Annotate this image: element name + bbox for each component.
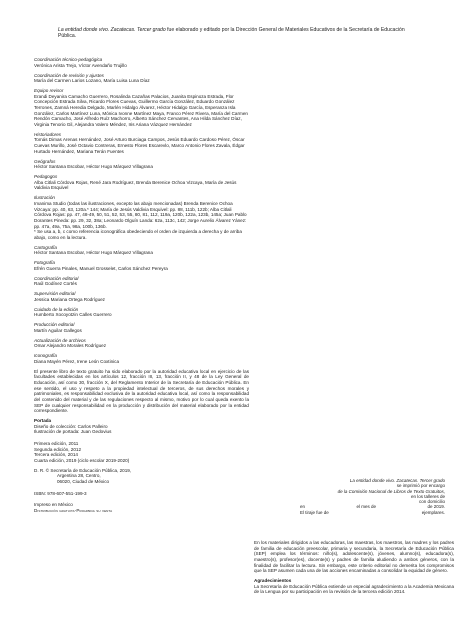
imprint-run-row <box>300 510 445 515</box>
gender-notice: En los materiales dirigidos a las educadoras, las maestras, los maestros, las madres y los padres de familia de educación preescolar, primaria y secundaria, la Secretaría de Educación Pública (SEP) emplea los términos: niño(s), adolescente(s), jóvenes, alumno(s), educadora(s), maestro(s), profesor(es), docente(s) y padres de familia aludiendo a ambos géneros, con la finalidad de facilitar la lectura. Sin embargo, este criterio editorial no demerita los compromisos que la SEP asumen cada una de las acciones encaminadas a consolidar la equidad de género. <box>254 540 454 574</box>
imprint-text: ejemplares. <box>421 509 445 515</box>
acknowledgements-title: Agradecimientos <box>254 577 292 583</box>
credits-list <box>34 57 249 365</box>
right-column <box>254 540 454 595</box>
credit-section-names: Héctor Santana Escobar, Héctor Hugo Márquez Villagrana <box>34 164 153 170</box>
credit-section <box>34 322 249 333</box>
free-distribution: Distribución gratuita-Prohibida su venta <box>34 507 113 513</box>
imprint-text: en <box>300 504 306 510</box>
copyright-block <box>34 468 249 485</box>
credit-section-title: Historiadores <box>34 131 62 137</box>
credit-section-names: Erandi Deyanira Camacho Guerrero, Rosalinda Cazañas Palacios, Juanita Espinoza Estrada, Flor Concepción Estrada Silva, Ricardo Flores Cuevas, Guillermo García González, Eduardo González Terrones, Zamná Heredia Delgado, Marlén Hidalgo Álvarez, Héctor Hidalgo García, Esperanza Isla González, Carlos Martínez Luna, Mónica Ivonne Martínez Maya, Franco Pérez Rivera, María del Carmen Rendón Camacho, José Alfredo Ruíz Machorro, Alberto Sánchez Cervantes, Ana Hilda Sánchez Díaz, Virginia Tenorio Gil, Alejandra Valero Méndez, Iris Ariana Vázquez Hernández <box>34 93 248 127</box>
printed-in-mexico: Impreso en México <box>34 502 73 508</box>
copyright-line: D. R. © Secretaría de Educación Pública, 2019, <box>34 467 132 473</box>
credit-section-title: Iconografía <box>34 353 57 359</box>
credit-section <box>34 159 249 170</box>
credit-section-names: Alba Citlali Córdova Rojas, René Jara Rodríguez, Brenda Berenice Ochoa Vizcaya, María de Jesús Valdivia Esquivel <box>34 179 237 191</box>
acknowledgements-text: La Secretaría de Educación Pública extiende un especial agradecimiento a la Academia Mexicana de la Lengua por su participación en la revisión de la tercera edición 2014. <box>254 583 454 595</box>
printed-in <box>34 502 249 513</box>
credit-section <box>34 338 249 349</box>
intro-paragraph <box>58 27 418 40</box>
credit-section-names: Imanima Studio (todas las ilustraciones, excepto las abajo mencionadas) Brenda Berenice Ochoa Vizcaya: pp. 40, 63, 120a.* 144; María de Jesús Valdivia Esquivel: pp. 88, 111b, 122b; Alba Citlali Córdova Rojas: pp. 47, 48-49, 50, 51, 52, 53, 55, 80, 81, 112, 119a, 120b, 122a, 123b, 145a; Juan Pablo Dorantes Pineda: pp. 29, 32, 38a; Leonardo Olguín Landa: 62a, 113c, 142; Jorge Aurelio Álvarez Yánez: pp. 47a, 49a, 75a, 98a, 100b, 136b. * Se usa a, b, c como referencia iconográfica obedeciendo el orden de izquierda a derecha y de arriba abajo, como en la lectura. <box>34 200 247 240</box>
credit-section-title: Ilustración <box>34 195 55 201</box>
credit-section <box>34 132 249 155</box>
imprint-line: se imprimió por encargo <box>396 483 445 489</box>
credit-section <box>34 260 249 271</box>
credit-section <box>34 195 249 240</box>
left-column <box>34 57 249 513</box>
credit-section-names: Diana Mayén Pérez, Irene León Coxtinica <box>34 358 120 364</box>
credit-section <box>34 73 249 84</box>
credit-section-title: Supervisión editorial <box>34 291 76 297</box>
credit-section-title: Geógrafos <box>34 158 56 164</box>
legal-notice: El presente libro de texto gratuito ha sido elaborado por la autoridad educativa local en ejercicio de las facultades establecidas en los artículos 12, fracción III, 13, fracción II, y 48 de la Ley General de Educación, así como 30, fracción X, del Reglamento Interior de la Secretaría de Educación Pública. En ese sentido, el uso y respeto a la propiedad intelectual de terceros, de sus derechos morales y patrimoniales, es responsabilidad exclusiva de la autoridad educativa local, así como la responsabilidad del contenido del material y de las regulaciones respecto al mismo, motivo por lo cual queda exento la SEP de cualquier responsabilidad en la producción y distribución del material elaborado por la entidad correspondiente. <box>34 368 249 414</box>
credit-section-title: Equipo revisor <box>34 88 64 93</box>
cover-design-line: Diseño de colección: Carlos Palleiro <box>34 423 108 429</box>
credit-section <box>34 245 249 256</box>
cover-title: Portada <box>34 417 52 423</box>
cover-illustration-line: Ilustración de portada: Juan Gedovius <box>34 429 112 435</box>
credit-section-title: Coordinación técnico-pedagógica <box>34 57 103 62</box>
credit-section-title: Cuidado de la edición <box>34 306 79 312</box>
credit-section-title: Actualización de archivos <box>34 337 86 343</box>
imprint-commission: de la Comisión Nacional de Libros de Texto Gratuitos, <box>337 488 445 494</box>
credit-section <box>34 291 249 302</box>
credit-section-names: Jessica Mariana Ortega Rodríguez <box>34 296 105 302</box>
imprint-text: de 2019. <box>427 504 445 510</box>
credit-section-names: Omar Alejandro Morales Rodríguez <box>34 343 107 349</box>
credit-section-names: Raúl Godínez Cortés <box>34 281 77 287</box>
imprint-text: el mes de <box>356 504 376 510</box>
intro-text: fue elaborado y editado por la Dirección General de Materiales Educativos de la Secretaría de Educación Pública. <box>58 27 405 40</box>
credit-section-names: Héctor Santana Escobar, Héctor Hugo Márquez Villagrana <box>34 250 153 256</box>
credit-section <box>34 353 249 364</box>
imprint-text: El tiraje fue de <box>300 509 329 515</box>
credit-section-title: Coordinación editorial <box>34 275 79 281</box>
edition-history: Primera edición, 2011 Segunda edición, 2012 Tercera edición, 2014 Cuarta edición, 2019 (ciclo escolar 2019-2020) <box>34 440 130 463</box>
book-title: La entidad donde vivo. Zacatecas. Tercer grado <box>58 27 166 33</box>
imprint-line: con domicilio <box>418 499 445 505</box>
credit-section-title: Coordinación de revisión y ajustes <box>34 72 104 78</box>
credit-section-title: Producción editorial <box>34 322 75 328</box>
credit-section-title: Pedagogos <box>34 174 58 180</box>
imprint-block <box>300 478 445 515</box>
credit-section-names: Martín Aguilar Gallegos <box>34 327 82 333</box>
credit-section-title: Fotografía <box>34 260 55 266</box>
credit-section <box>34 57 249 68</box>
credit-section-title: Cartografía <box>34 244 57 250</box>
isbn: ISBN: 978-607-551-199-3 <box>34 490 87 496</box>
imprint-line: en los talleres de <box>410 493 445 499</box>
credit-section <box>34 174 249 191</box>
credit-section <box>34 88 249 128</box>
credit-section-names: María del Carmen Larios Lozano, María Luisa Luna Díaz <box>34 78 150 84</box>
credit-section-names: Efrén Guerra Pinales, Manuel Grosselet, Carlos Sánchez Pereyra <box>34 265 168 271</box>
credit-section-names: Humberto Xocoyotzin Calles Guerrero <box>34 312 112 318</box>
credit-section <box>34 307 249 318</box>
imprint-book-title: La entidad donde vivo. Zacatecas. Tercer grado <box>349 478 445 483</box>
credit-section <box>34 276 249 287</box>
cover-credits <box>34 418 249 435</box>
copyright-address: Argentina 28, Centro, 06020, Ciudad de México <box>57 473 110 484</box>
credit-section-names: Tomás Dimas Arenas Hernández, José Arturo Burciaga Campos, Jesús Eduardo Cardoso Pérez, Óscar Cuevas Murillo, José Octavio Contreras, Ernesto Flores Escarevlo, Marco Antonio Flores Zavala, Édgar Hurtado Hernández, Mariana Terán Fuentes <box>34 137 245 154</box>
credit-section-names: Verónica Arista Trejo, Víctor Avendaño Trujillo <box>34 62 127 68</box>
